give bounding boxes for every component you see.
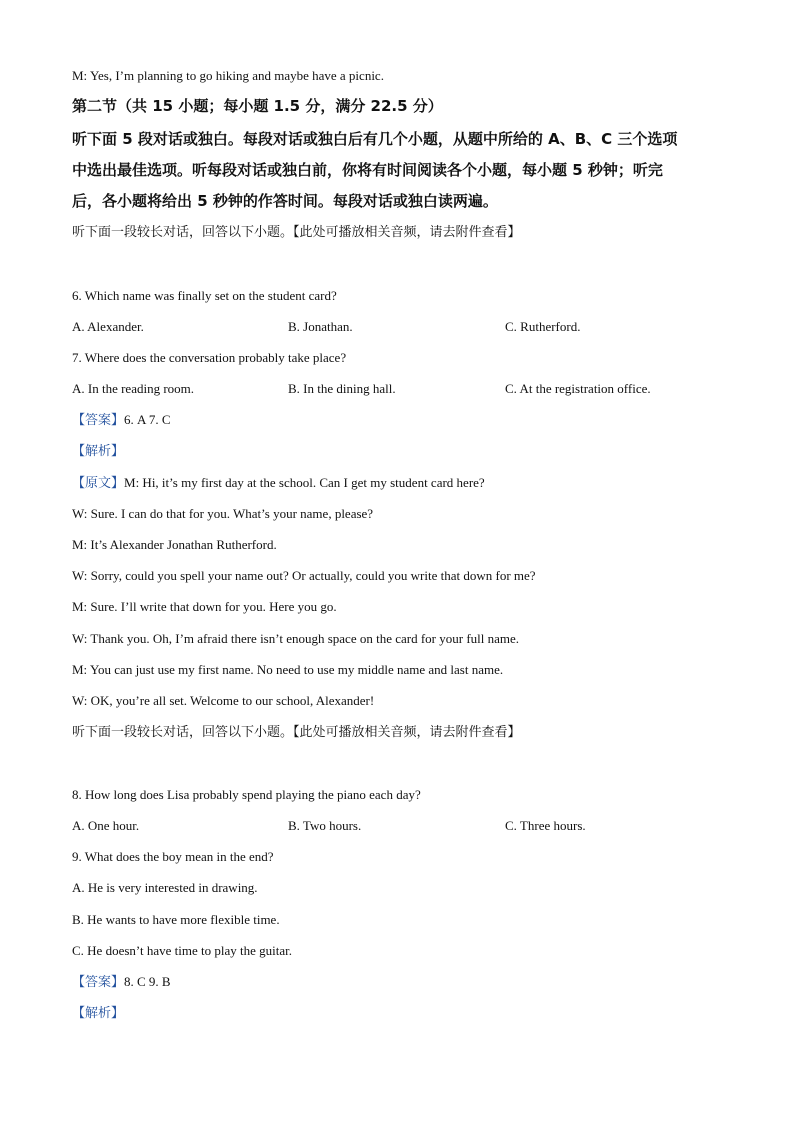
q6-option-b: B. Jonathan.	[288, 319, 353, 334]
transcript-line: W: Sorry, could you spell your name out? Or actually, could you write that down for me?	[72, 568, 536, 583]
question-7: 7. Where does the conversation probably take place?	[72, 350, 347, 365]
instruction-line-2: 中选出最佳选项。听每段对话或独白前，你将有时间阅读各个小题，每小题 5 秒钟；听完	[72, 161, 663, 179]
answer-line-1	[72, 412, 171, 429]
answer-values: 8. C 9. B	[124, 974, 171, 989]
dialogue-line-m: M: Yes, I’m planning to go hiking and maybe have a picnic.	[72, 68, 384, 83]
answer-line-2	[72, 974, 171, 991]
q9-option-a: A. He is very interested in drawing.	[72, 880, 258, 895]
q7-option-b: B. In the dining hall.	[288, 381, 396, 396]
q8-option-b: B. Two hours.	[288, 818, 362, 833]
q7-option-a: A. In the reading room.	[72, 381, 195, 396]
analysis-label-2: 【解析】	[72, 1006, 125, 1021]
transcript-first-line: 【原文】M: Hi, it’s my first day at the school. Can I get my student card here?	[72, 475, 485, 491]
transcript-line: M: Sure. I’ll write that down for you. Here you go.	[72, 599, 337, 614]
q6-option-c: C. Rutherford.	[505, 319, 581, 334]
section-heading: 第二节（共 15 小题；每小题 1.5 分，满分 22.5 分）	[72, 97, 443, 115]
instruction-line-1: 听下面 5 段对话或独白。每段对话或独白后有几个小题，从题中所给的 A、B、C 三个选项	[72, 130, 678, 148]
q7-option-c: C. At the registration office.	[505, 381, 651, 396]
answer-label: 【答案】	[72, 413, 125, 428]
transcript-line: W: Sure. I can do that for you. What’s your name, please?	[72, 506, 374, 521]
transcript-line: M: It’s Alexander Jonathan Rutherford.	[72, 537, 277, 552]
q6-option-a: A. Alexander.	[72, 319, 144, 334]
listen-instruction-2: 听下面一段较长对话，回答以下小题。【此处可播放相关音频，请去附件查看】	[72, 725, 521, 740]
q9-option-b: B. He wants to have more flexible time.	[72, 912, 280, 927]
q8-option-a: A. One hour.	[72, 818, 140, 833]
q9-option-c: C. He doesn’t have time to play the guitar.	[72, 943, 292, 958]
instruction-line-3: 后，各小题将给出 5 秒钟的作答时间。每段对话或独白读两遍。	[72, 192, 498, 210]
answer-values: 6. A 7. C	[124, 412, 171, 427]
transcript-label: 【原文】	[72, 476, 125, 491]
transcript-line: W: Thank you. Oh, I’m afraid there isn’t enough space on the card for your full name.	[72, 631, 520, 646]
answer-label: 【答案】	[72, 975, 125, 990]
analysis-label-1: 【解析】	[72, 444, 125, 459]
q8-option-c: C. Three hours.	[505, 818, 586, 833]
transcript-line: M: You can just use my first name. No need to use my middle name and last name.	[72, 662, 504, 677]
listen-instruction-1: 听下面一段较长对话，回答以下小题。【此处可播放相关音频，请去附件查看】	[72, 225, 521, 240]
question-8: 8. How long does Lisa probably spend playing the piano each day?	[72, 787, 421, 802]
question-6: 6. Which name was finally set on the student card?	[72, 288, 337, 303]
transcript-line: W: OK, you’re all set. Welcome to our school, Alexander!	[72, 693, 375, 708]
question-9: 9. What does the boy mean in the end?	[72, 849, 274, 864]
